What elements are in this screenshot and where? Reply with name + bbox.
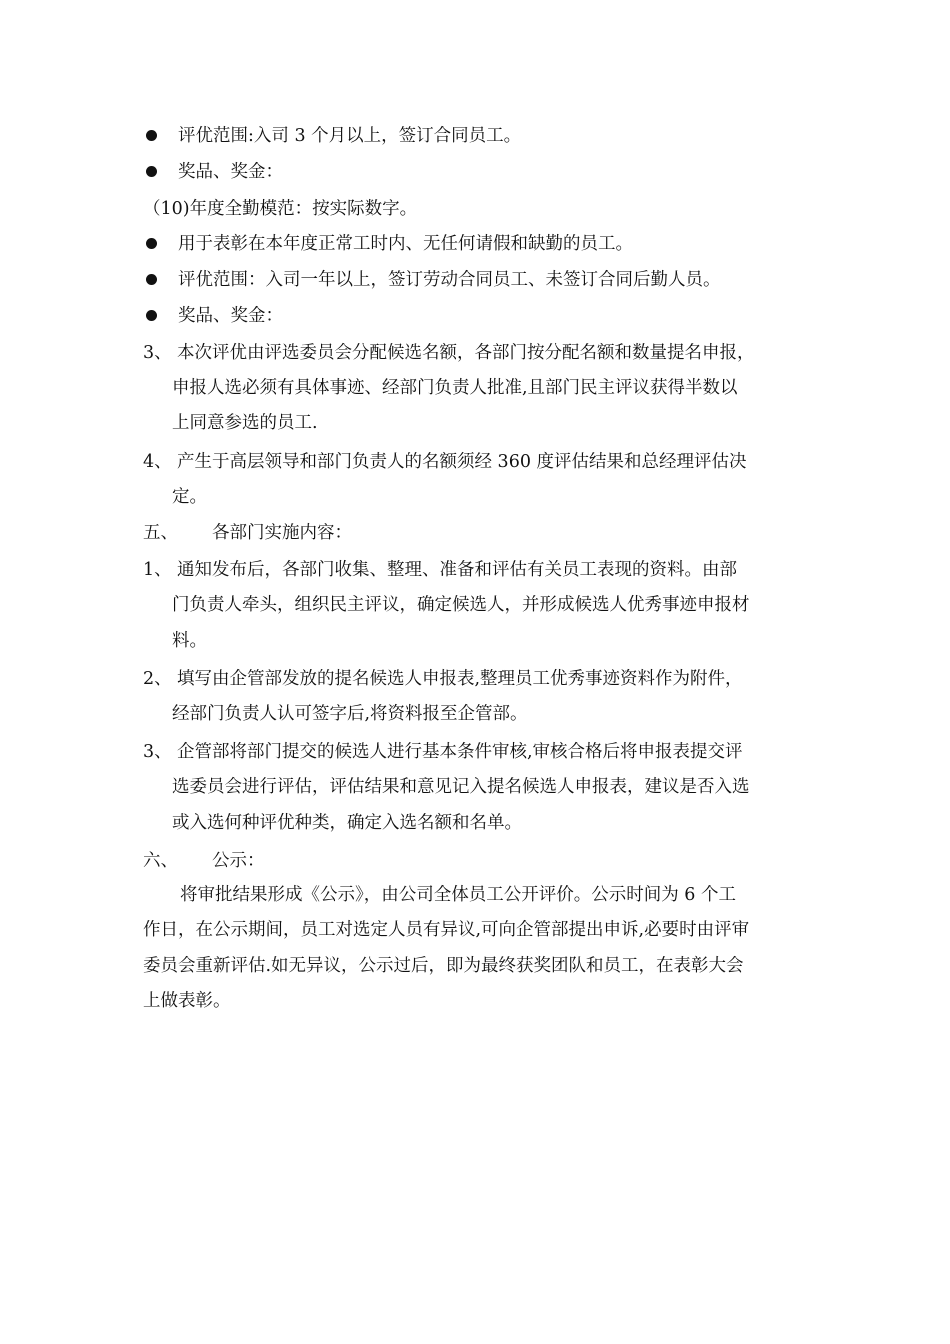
section-6-number: 六、 [143, 851, 178, 871]
bullet-scope-1-year: 评优范围：入司一年以上，签订劳动合同员工、未签订合同后勤人员。 [178, 270, 721, 290]
step-3-number: 3、 [143, 742, 172, 762]
step-1-line-2: 门负责人牵头，组织民主评议，确定候选人，并形成候选人优秀事迹申报材 [172, 595, 750, 615]
step-3-line-1: 企管部将部门提交的候选人进行基本条件审核,审核合格后将申报表提交评 [177, 742, 743, 762]
bullet-dot [146, 130, 157, 141]
item-10-title: （10)年度全勤模范：按实际数字。 [143, 199, 418, 219]
step-3-line-2: 选委员会进行评估，评估结果和意见记入提名候选人申报表，建议是否入选 [172, 777, 750, 797]
section-5-title: 各部门实施内容： [212, 523, 352, 543]
paragraph-4-line-1: 产生于高层领导和部门负责人的名额须经 360 度评估结果和总经理评估决 [177, 452, 747, 472]
publicity-line-1: 将审批结果形成《公示》，由公司全体员工公开评价。公示时间为 6 个工 [180, 885, 737, 905]
step-2-line-2: 经部门负责人认可签字后,将资料报至企管部。 [172, 704, 528, 724]
publicity-line-2: 作日，在公示期间，员工对选定人员有异议,可向企管部提出申诉,必要时由评审 [143, 920, 750, 940]
paragraph-4-number: 4、 [143, 452, 172, 472]
section-6-title: 公示： [212, 851, 265, 871]
step-1-line-3: 料。 [172, 631, 207, 651]
bullet-dot [146, 310, 157, 321]
paragraph-4-line-2: 定。 [172, 487, 207, 507]
bullet-prize-1: 奖品、奖金： [178, 162, 283, 182]
publicity-line-4: 上做表彰。 [143, 991, 231, 1011]
bullet-scope-3-months: 评优范围:入司 3 个月以上，签订合同员工。 [178, 126, 522, 146]
publicity-line-3: 委员会重新评估.如无异议，公示过后，即为最终获奖团队和员工，在表彰大会 [143, 956, 744, 976]
paragraph-3-line-3: 上同意参选的员工. [172, 413, 318, 433]
bullet-dot [146, 166, 157, 177]
bullet-purpose: 用于表彰在本年度正常工时内、无任何请假和缺勤的员工。 [178, 234, 633, 254]
bullet-prize-2: 奖品、奖金： [178, 306, 283, 326]
paragraph-3-line-1: 本次评优由评选委员会分配候选名额，各部门按分配名额和数量提名申报， [177, 343, 755, 363]
step-2-number: 2、 [143, 669, 172, 689]
section-5-number: 五、 [143, 523, 178, 543]
bullet-dot [146, 238, 157, 249]
step-3-line-3: 或入选何种评优种类，确定入选名额和名单。 [172, 813, 522, 833]
step-1-number: 1、 [143, 560, 172, 580]
paragraph-3-line-2: 申报人选必须有具体事迹、经部门负责人批准,且部门民主评议获得半数以 [172, 378, 738, 398]
paragraph-3-number: 3、 [143, 343, 172, 363]
step-2-line-1: 填写由企管部发放的提名候选人申报表,整理员工优秀事迹资料作为附件， [177, 669, 743, 689]
step-1-line-1: 通知发布后，各部门收集、整理、准备和评估有关员工表现的资料。由部 [177, 560, 737, 580]
bullet-dot [146, 274, 157, 285]
